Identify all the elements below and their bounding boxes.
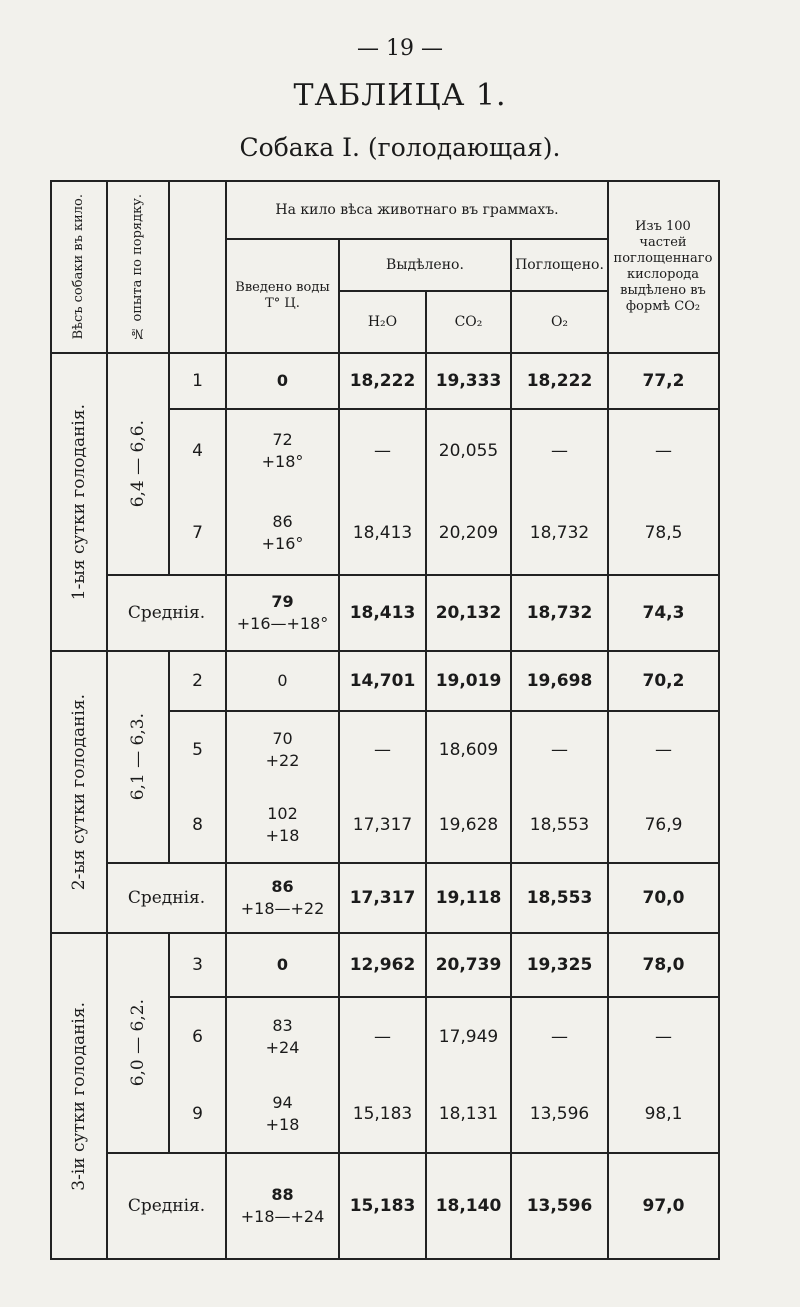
water-amount: 102 <box>267 803 298 823</box>
water-cell <box>227 354 338 408</box>
h2o-value: 14,701 <box>349 671 416 691</box>
water-amount: 0 <box>276 371 289 390</box>
header-co2: CO₂ <box>454 314 483 330</box>
percent-value: — <box>655 739 672 760</box>
water-temp: +18 <box>265 825 300 845</box>
o2-value: — <box>551 1026 568 1047</box>
co2-value: 19,628 <box>438 814 499 835</box>
data-table <box>50 180 720 1260</box>
co2-value: 18,140 <box>435 1196 502 1216</box>
h2o-value: — <box>374 1026 391 1047</box>
day-label-text: 3-іи сутки голоданія. <box>69 1001 89 1191</box>
o2-value: 18,222 <box>526 371 593 391</box>
experiment-no: 6 <box>192 1026 203 1047</box>
percent-value: 74,3 <box>642 603 685 623</box>
o2-value: — <box>551 441 568 461</box>
o2-value: 13,596 <box>526 1196 593 1216</box>
weight-label <box>108 652 168 862</box>
water-temp: +18—+22 <box>240 899 325 918</box>
day-label <box>52 652 106 932</box>
weight-label-text: 6,4 — 6,6. <box>128 420 148 508</box>
co2-value: 20,132 <box>435 603 502 623</box>
experiment-no: 3 <box>192 955 203 975</box>
co2-value: 20,739 <box>435 955 502 975</box>
o2-value: 13,596 <box>529 1103 590 1124</box>
h2o-value: — <box>374 739 391 760</box>
water-amount: 94 <box>272 1092 293 1112</box>
water-cell <box>227 652 338 710</box>
co2-value: 18,609 <box>438 739 499 760</box>
percent-value: — <box>655 1026 672 1047</box>
co2-value: 17,949 <box>438 1026 499 1047</box>
water-cell <box>227 864 338 932</box>
co2-value: 20,209 <box>438 523 499 543</box>
water-temp: +24 <box>265 1037 300 1057</box>
water-cell <box>227 576 338 650</box>
water-temp: +16—+18° <box>236 614 329 633</box>
mean-label: Среднія. <box>127 603 206 623</box>
percent-value: — <box>655 441 672 461</box>
water-cell <box>227 787 338 862</box>
experiment-no: 5 <box>192 739 203 760</box>
water-amount: 88 <box>271 1185 294 1204</box>
water-temp: +18—+24 <box>240 1207 325 1226</box>
o2-value: 18,732 <box>529 523 590 543</box>
header-weight <box>52 182 106 352</box>
experiment-no: 9 <box>192 1103 203 1124</box>
percent-value: 78,0 <box>642 955 685 975</box>
experiment-no: 4 <box>192 441 203 461</box>
h2o-value: 18,413 <box>352 523 413 543</box>
water-cell <box>227 1075 338 1152</box>
percent-value: 70,0 <box>642 888 685 908</box>
experiment-no: 8 <box>192 814 203 835</box>
water-temp: +18° <box>261 452 304 471</box>
header-h2o: H₂O <box>367 314 398 330</box>
o2-value: — <box>551 739 568 760</box>
h2o-value: 18,222 <box>349 371 416 391</box>
co2-value: 19,118 <box>435 888 502 908</box>
header-experiment-no <box>108 182 168 352</box>
water-temp: +18 <box>265 1114 300 1134</box>
header-excreted: Выдѣлено. <box>386 257 464 273</box>
h2o-value: 15,183 <box>349 1196 416 1216</box>
percent-value: 70,2 <box>642 671 685 691</box>
h2o-value: — <box>374 441 391 461</box>
weight-label <box>108 934 168 1152</box>
co2-value: 19,019 <box>435 671 502 691</box>
experiment-no: 1 <box>192 371 203 391</box>
weight-label-text: 6,1 — 6,3. <box>128 713 148 801</box>
experiment-no: 7 <box>192 523 203 543</box>
water-amount: 70 <box>272 728 293 748</box>
day-label-text: 1-ыя сутки голоданія. <box>69 403 89 601</box>
water-temp: +16° <box>261 534 304 553</box>
header-per-kilo: На кило вѣса животнаго въ граммахъ. <box>275 202 559 218</box>
header-water-in: Введено воды Т° Ц. <box>235 280 330 311</box>
water-amount: 72 <box>272 430 293 449</box>
experiment-no: 2 <box>192 671 203 691</box>
co2-value: 20,055 <box>438 441 499 461</box>
h2o-value: 17,317 <box>352 814 413 835</box>
h2o-value: 17,317 <box>349 888 416 908</box>
o2-value: 19,325 <box>526 955 593 975</box>
table-right-border <box>718 180 720 1260</box>
percent-value: 78,5 <box>644 523 683 543</box>
header-experiment-no-text: № опыта по порядку. <box>130 193 145 341</box>
co2-value: 18,131 <box>438 1103 499 1124</box>
water-amount: 86 <box>271 877 294 896</box>
h2o-value: 12,962 <box>349 955 416 975</box>
day-label-text: 2-ыя сутки голоданія. <box>69 693 89 891</box>
header-o2: O₂ <box>550 314 569 330</box>
o2-value: 18,553 <box>526 888 593 908</box>
water-amount: 0 <box>276 955 289 974</box>
water-amount: 79 <box>271 592 294 611</box>
table-bottom-border <box>50 1258 720 1260</box>
water-cell <box>227 934 338 996</box>
percent-value: 77,2 <box>642 371 685 391</box>
water-temp: +22 <box>265 750 300 770</box>
percent-value: 98,1 <box>644 1103 683 1124</box>
day-label <box>52 934 106 1258</box>
header-weight-text: Вѣсъ собаки въ кило. <box>71 194 86 340</box>
table-title: ТАБЛИЦА 1. <box>293 78 507 113</box>
h2o-value: 15,183 <box>352 1103 413 1124</box>
percent-value: 76,9 <box>644 814 683 835</box>
o2-value: 19,698 <box>526 671 593 691</box>
water-amount: 86 <box>272 512 293 531</box>
weight-label-text: 6,0 — 6,2. <box>128 999 148 1087</box>
header-percent: Изъ 100 частей поглощеннаго кислорода выдѣлено въ формѣ CO₂ <box>613 219 713 314</box>
water-cell <box>227 492 338 574</box>
header-absorbed: Поглощено. <box>515 257 604 273</box>
water-amount: 0 <box>277 671 288 690</box>
mean-label: Среднія. <box>127 1196 206 1216</box>
o2-value: 18,732 <box>526 603 593 623</box>
water-cell <box>227 998 338 1075</box>
header-divider <box>168 180 170 352</box>
weight-label <box>108 354 168 574</box>
day-label <box>52 354 106 650</box>
page-number: — 19 — <box>357 36 443 61</box>
percent-value: 97,0 <box>642 1196 685 1216</box>
water-cell <box>227 1154 338 1258</box>
co2-value: 19,333 <box>435 371 502 391</box>
water-cell <box>227 712 338 787</box>
h2o-value: 18,413 <box>349 603 416 623</box>
table-subtitle: Собака I. (голодающая). <box>239 133 561 162</box>
water-cell <box>227 410 338 492</box>
mean-label: Среднія. <box>127 888 206 908</box>
water-amount: 83 <box>272 1015 293 1035</box>
o2-value: 18,553 <box>529 814 590 835</box>
